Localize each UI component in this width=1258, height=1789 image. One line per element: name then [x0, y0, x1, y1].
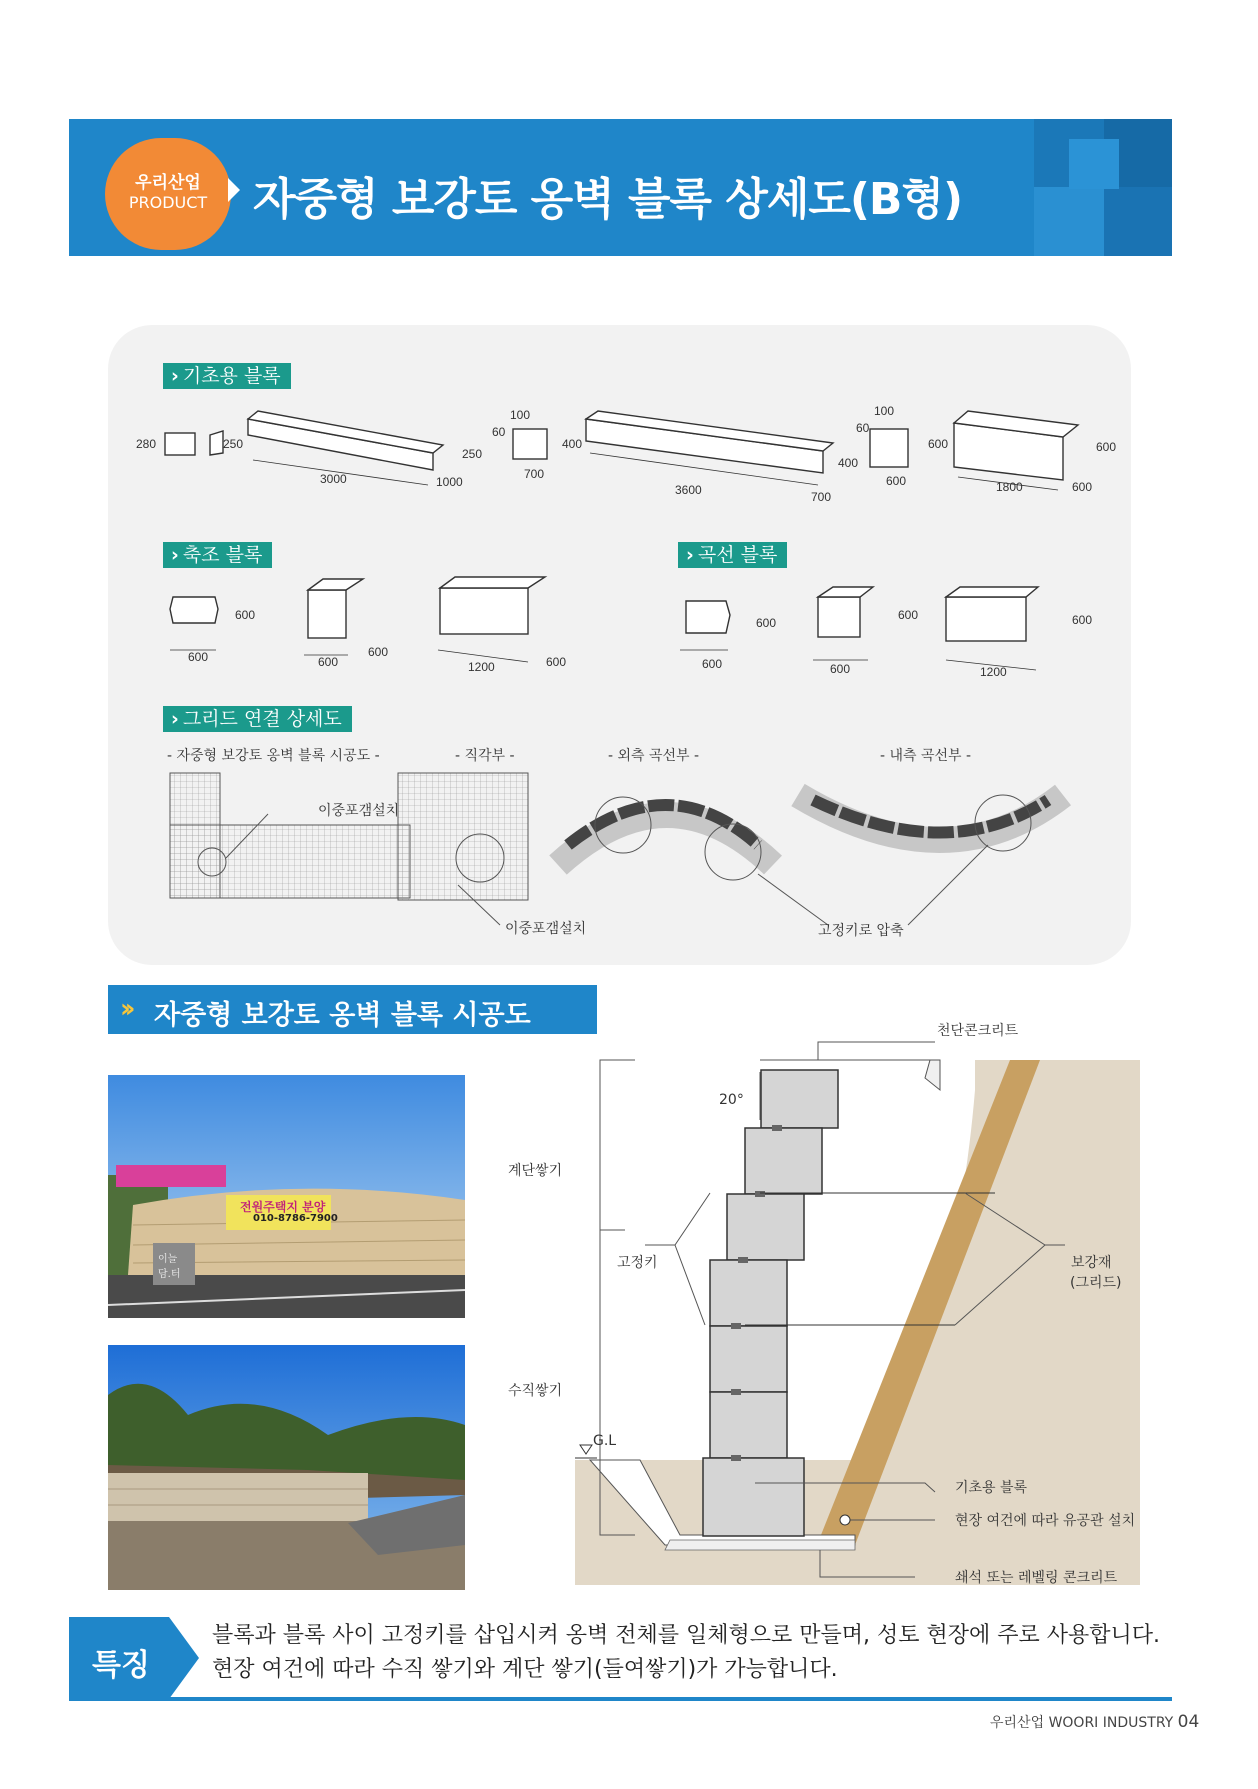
badge-company: 우리산업 [135, 173, 201, 193]
dim-label: 1200 [980, 665, 1007, 679]
dim-label: 600 [886, 474, 907, 488]
page-number: 04 [1177, 1712, 1200, 1732]
grid-right-angle [398, 773, 528, 900]
section-title: 자중형 보강토 옹벽 블록 시공도 [154, 1000, 531, 1031]
foundation-block-b-front [513, 429, 547, 459]
foundation-block-a-side [210, 431, 223, 455]
grid-plan-horizontal [170, 825, 410, 898]
label-reinforcement: 보강재 [1071, 1255, 1112, 1271]
section-label: 기초용 블록 [182, 365, 281, 387]
caption-right-angle: - 직각부 - [455, 748, 515, 764]
dim-label: 100 [874, 404, 895, 418]
block-drawings [108, 325, 1131, 965]
dim-label: 400 [838, 456, 859, 470]
foundation-block-c-front [870, 429, 908, 467]
label-drain-pipe: 현장 여건에 따라 유공관 설치 [955, 1513, 1136, 1529]
block [710, 1392, 787, 1458]
dim-label: 3000 [320, 472, 347, 486]
dim-label: 600 [188, 650, 209, 664]
dim-label: 250 [462, 447, 483, 461]
product-badge [105, 138, 231, 250]
photo-sign: 이늘 담.터 [158, 1254, 181, 1280]
feature-text-1: 블록과 블록 사이 고정키를 삽입시켜 옹벽 전체를 일체형으로 만들며, 성토 현장에 주로 사용합니다. [212, 1623, 1160, 1648]
axial-block-b [308, 590, 346, 638]
axial-block-c [440, 588, 528, 634]
dim-label: 600 [756, 616, 777, 630]
label-reinforcement-grid: (그리드) [1070, 1275, 1122, 1291]
double-chevron-right-icon: ›› [120, 994, 130, 1024]
curve-block-a [686, 601, 730, 633]
block [745, 1128, 822, 1194]
label-angle: 20° [719, 1092, 744, 1108]
dim-label: 600 [1072, 613, 1093, 627]
block [710, 1260, 787, 1326]
dim-label: 600 [830, 662, 851, 676]
label-vertical-stack: 수직쌓기 [508, 1383, 563, 1399]
site-photo-1 [108, 1075, 465, 1318]
dim-label: 600 [546, 655, 567, 669]
dim-label: 600 [1072, 480, 1093, 494]
caption-inner-curve: - 내측 곡선부 - [880, 748, 972, 764]
dim-label: 600 [928, 437, 949, 451]
label-key: 고정키 [617, 1255, 658, 1271]
dim-label: 700 [811, 490, 832, 504]
feature-text-2: 현장 여건에 따라 수직 쌓기와 계단 쌓기(들여쌓기)가 가능합니다. [212, 1657, 838, 1682]
callout-double-mesh: 이중포갬설치 [505, 921, 587, 937]
page-title: 자중형 보강토 옹벽 블록 상세도(B형) [253, 174, 963, 225]
dim-label: 600 [318, 655, 339, 669]
label-top-concrete: 천단콘크리트 [937, 1023, 1019, 1039]
callout-double-mesh: 이중포갬설치 [318, 803, 400, 819]
photo-phone: 010-8786-7900 [253, 1213, 338, 1224]
block [761, 1070, 838, 1128]
dim-label: 60 [492, 425, 506, 439]
foundation-block-a-front [165, 433, 195, 455]
footer-company-en: WOORI INDUSTRY [1048, 1715, 1174, 1731]
callout-key-compress: 고정키로 압축 [818, 923, 904, 939]
dim-label: 600 [235, 608, 256, 622]
dim-label: 400 [562, 437, 583, 451]
dim-label: 250 [223, 437, 244, 451]
dim-label: 1000 [436, 475, 463, 489]
leveling-base [665, 1540, 855, 1550]
dim-label: 1200 [468, 660, 495, 674]
dim-label: 3600 [675, 483, 702, 497]
label-step-stack: 계단쌓기 [508, 1163, 563, 1179]
divider [69, 1697, 1172, 1701]
axial-block-a [170, 597, 218, 623]
block [710, 1326, 787, 1392]
dim-label: 600 [702, 657, 723, 671]
dim-label: 280 [136, 437, 157, 451]
dim-label: 600 [898, 608, 919, 622]
dim-label: 1800 [996, 480, 1023, 494]
section-construction [108, 985, 597, 1034]
badge-product: PRODUCT [128, 193, 208, 212]
chevron-right-icon: › [171, 365, 179, 387]
chevron-right-icon: › [171, 544, 179, 566]
section-label: 축조 블록 [182, 544, 263, 566]
section-label: 그리드 연결 상세도 [182, 708, 342, 730]
label-leveling: 쇄석 또는 레벨링 콘크리트 [955, 1570, 1118, 1586]
label-gl: G.L [593, 1433, 617, 1449]
dim-label: 100 [510, 408, 531, 422]
dim-label: 60 [856, 421, 870, 435]
footer [990, 1712, 1199, 1732]
site-photo-2 [108, 1345, 465, 1590]
chevron-right-icon: › [171, 708, 179, 730]
block [727, 1194, 804, 1260]
curve-block-c [946, 597, 1026, 641]
footer-company-kr: 우리산업 [990, 1715, 1045, 1731]
photo-banner: 전원주택지 분양 [240, 1200, 326, 1214]
caption-plan: - 자중형 보강토 옹벽 블록 시공도 - [167, 748, 380, 764]
dim-label: 600 [368, 645, 389, 659]
foundation-block [703, 1458, 804, 1536]
curve-block-b [818, 597, 860, 637]
section-label: 곡선 블록 [697, 544, 778, 566]
caption-outer-curve: - 외측 곡선부 - [608, 748, 700, 764]
chevron-right-icon: › [686, 544, 694, 566]
dim-label: 600 [1096, 440, 1117, 454]
dim-label: 700 [524, 467, 545, 481]
chevron-right-icon [228, 178, 240, 202]
label-foundation-block: 기초용 블록 [955, 1480, 1028, 1496]
feature-label: 특징 [92, 1648, 150, 1683]
